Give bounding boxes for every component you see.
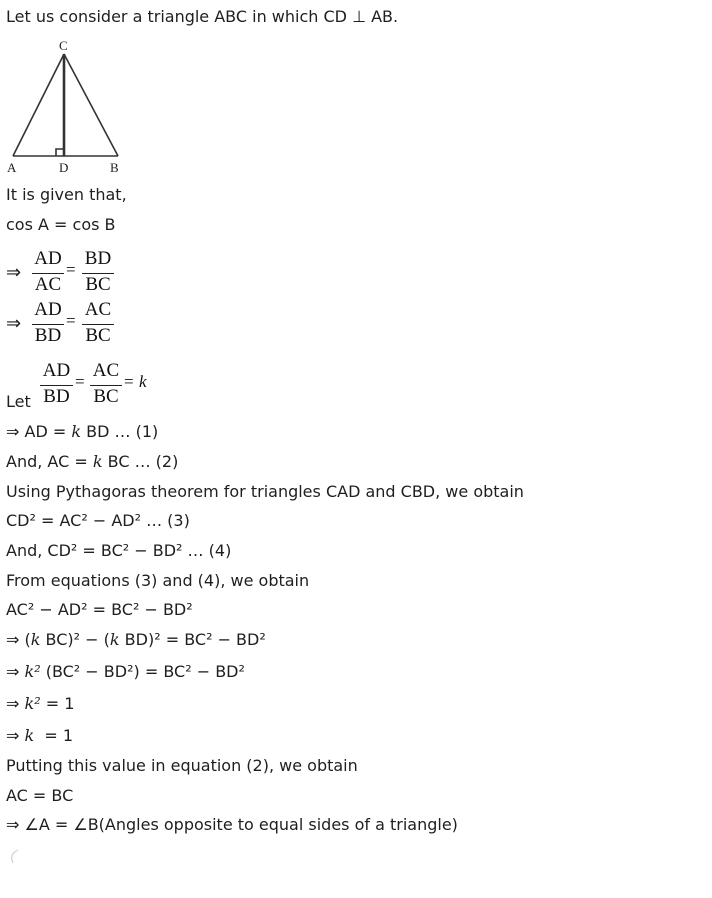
fraction-ac-bc <box>82 299 114 349</box>
triangle-figure <box>0 36 140 178</box>
fraction-ad-ac <box>32 248 64 298</box>
putting-value-text: Putting this value in equation (2), we obtain <box>6 756 358 775</box>
numerator: AD <box>34 299 62 320</box>
equation-7: ⇒ k² (BC² − BD²) = BC² − BD² <box>6 662 245 681</box>
k-variable: k <box>139 372 147 391</box>
numerator: AC <box>84 299 112 320</box>
denominator: BC <box>93 386 119 407</box>
implies-symbol: ⇒ <box>6 313 22 334</box>
equals-sign: = <box>66 311 76 330</box>
denominator: BC <box>85 274 111 295</box>
intro-text: Let us consider a triangle ABC in which CD ⊥ AB. <box>6 7 399 26</box>
equation-3: CD² = AC² − AD² … (3) <box>6 511 190 530</box>
side-ca <box>13 54 64 156</box>
equation-9: ⇒ k = 1 <box>6 726 74 745</box>
label-d: D <box>59 160 69 175</box>
equals-sign: = <box>124 372 134 391</box>
fraction-ac-bc-let <box>90 360 122 410</box>
let-label: Let <box>6 392 31 411</box>
pythagoras-text: Using Pythagoras theorem for triangles CAD and CBD, we obtain <box>6 482 524 501</box>
numerator: AC <box>92 360 120 381</box>
scan-artifact-mark <box>6 848 26 868</box>
equation-8: ⇒ k² = 1 <box>6 694 75 713</box>
equation-1: ⇒ AD = k BD … (1) <box>6 422 159 441</box>
label-a: A <box>7 160 17 175</box>
equation-4: And, CD² = BC² − BD² … (4) <box>6 541 232 560</box>
side-cb <box>64 54 118 156</box>
denominator: BC <box>85 325 111 346</box>
equals-sign: = <box>75 372 85 391</box>
from-equations-text: From equations (3) and (4), we obtain <box>6 571 310 590</box>
implies-symbol: ⇒ <box>6 262 22 283</box>
fraction-bd-bc <box>82 248 114 298</box>
equation-2: And, AC = k BC … (2) <box>6 452 179 471</box>
label-c: C <box>59 38 68 53</box>
numerator: BD <box>84 248 112 269</box>
equals-sign: = <box>66 260 76 279</box>
label-b: B <box>110 160 119 175</box>
given-text: It is given that, <box>6 185 127 204</box>
fraction-ad-bd <box>32 299 64 349</box>
denominator: BD <box>34 325 62 346</box>
numerator: AD <box>34 248 62 269</box>
final-conclusion: ⇒ ∠A = ∠B(Angles opposite to equal sides of a triangle) <box>6 815 458 834</box>
denominator: AC <box>34 274 62 295</box>
denominator: BD <box>43 386 70 407</box>
equation-5: AC² − AD² = BC² − BD² <box>6 600 193 619</box>
cos-equation: cos A = cos B <box>6 215 116 234</box>
ac-equals-bc: AC = BC <box>6 786 74 805</box>
numerator: AD <box>42 360 71 381</box>
fraction-ad-bd-let <box>40 360 73 410</box>
equation-6: ⇒ (k BC)² − (k BD)² = BC² − BD² <box>6 630 266 649</box>
